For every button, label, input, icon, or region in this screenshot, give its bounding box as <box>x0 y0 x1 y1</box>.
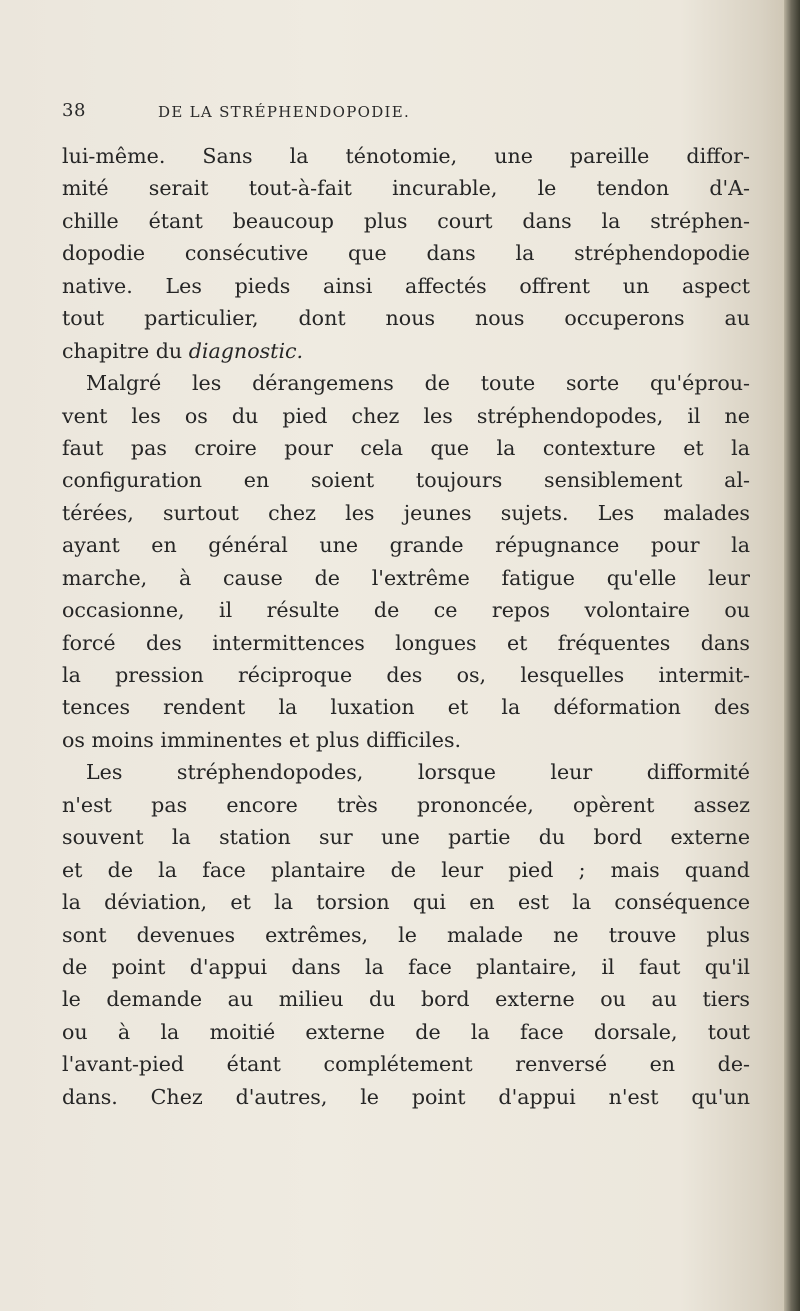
text-fragment: chapitre du <box>62 338 189 363</box>
text-line: souvent la station sur une partie du bord externe <box>62 825 750 850</box>
text-line: occasionne, il résulte de ce repos volontaire ou <box>62 598 750 623</box>
emphasized-word: diagnostic. <box>188 338 304 363</box>
text-line: configuration en soient toujours sensiblement al- <box>62 468 750 493</box>
text-line: la déviation, et la torsion qui en est la conséquence <box>62 890 750 915</box>
text-line: sont devenues extrêmes, le malade ne trouve plus <box>62 922 750 947</box>
text-line: ayant en général une grande répugnance pour la <box>62 533 750 558</box>
text-line: tences rendent la luxation et la déformation des <box>62 695 750 720</box>
text-line: marche, à cause de l'extrême fatigue qu'elle leur <box>62 565 750 590</box>
text-line: native. Les pieds ainsi affectés offrent un aspect <box>62 273 750 298</box>
text-line: le demande au milieu du bord externe ou au tiers <box>62 987 750 1012</box>
text-line: de point d'appui dans la face plantaire, il faut qu'il <box>62 954 750 979</box>
text-line: térées, surtout chez les jeunes sujets. Les malades <box>62 500 750 525</box>
text-line: n'est pas encore très prononcée, opèrent assez <box>62 792 750 817</box>
text-line: la pression réciproque des os, lesquelles intermit- <box>62 663 750 687</box>
text-line: lui-même. Sans la ténotomie, une pareille diffor- <box>62 144 750 168</box>
text-line-with-emphasis <box>62 335 750 367</box>
text-line: mité serait tout-à-fait incurable, le tendon d'A- <box>62 176 750 201</box>
page-number: 38 <box>62 100 86 121</box>
text-line: ou à la moitié externe de la face dorsale, tout <box>62 1019 750 1044</box>
text-line: tout particulier, dont nous nous occuperons au <box>62 306 750 331</box>
text-line: vent les os du pied chez les stréphendopodes, il ne <box>62 403 750 428</box>
paragraph-start-line: Malgré les dérangemens de toute sorte qu'éprou- <box>86 371 750 396</box>
text-line: os moins imminentes et plus difficiles. <box>62 727 462 752</box>
page-header <box>62 100 762 130</box>
text-line: forcé des intermittences longues et fréquentes dans <box>62 630 750 655</box>
text-line: l'avant-pied étant complétement renversé en de- <box>62 1052 750 1077</box>
body-text <box>62 140 750 1113</box>
paragraph-start-line: Les stréphendopodes, lorsque leur difformité <box>86 760 750 785</box>
running-head: DE LA STRÉPHENDOPODIE. <box>158 103 411 121</box>
text-line: dans. Chez d'autres, le point d'appui n'est qu'un <box>62 1084 750 1109</box>
text-line: faut pas croire pour cela que la contexture et la <box>62 435 750 460</box>
text-line: dopodie consécutive que dans la stréphendopodie <box>62 241 750 266</box>
page-edge <box>784 0 800 1311</box>
text-line: et de la face plantaire de leur pied ; mais quand <box>62 857 750 882</box>
text-line: chille étant beaucoup plus court dans la stréphen- <box>62 208 750 233</box>
